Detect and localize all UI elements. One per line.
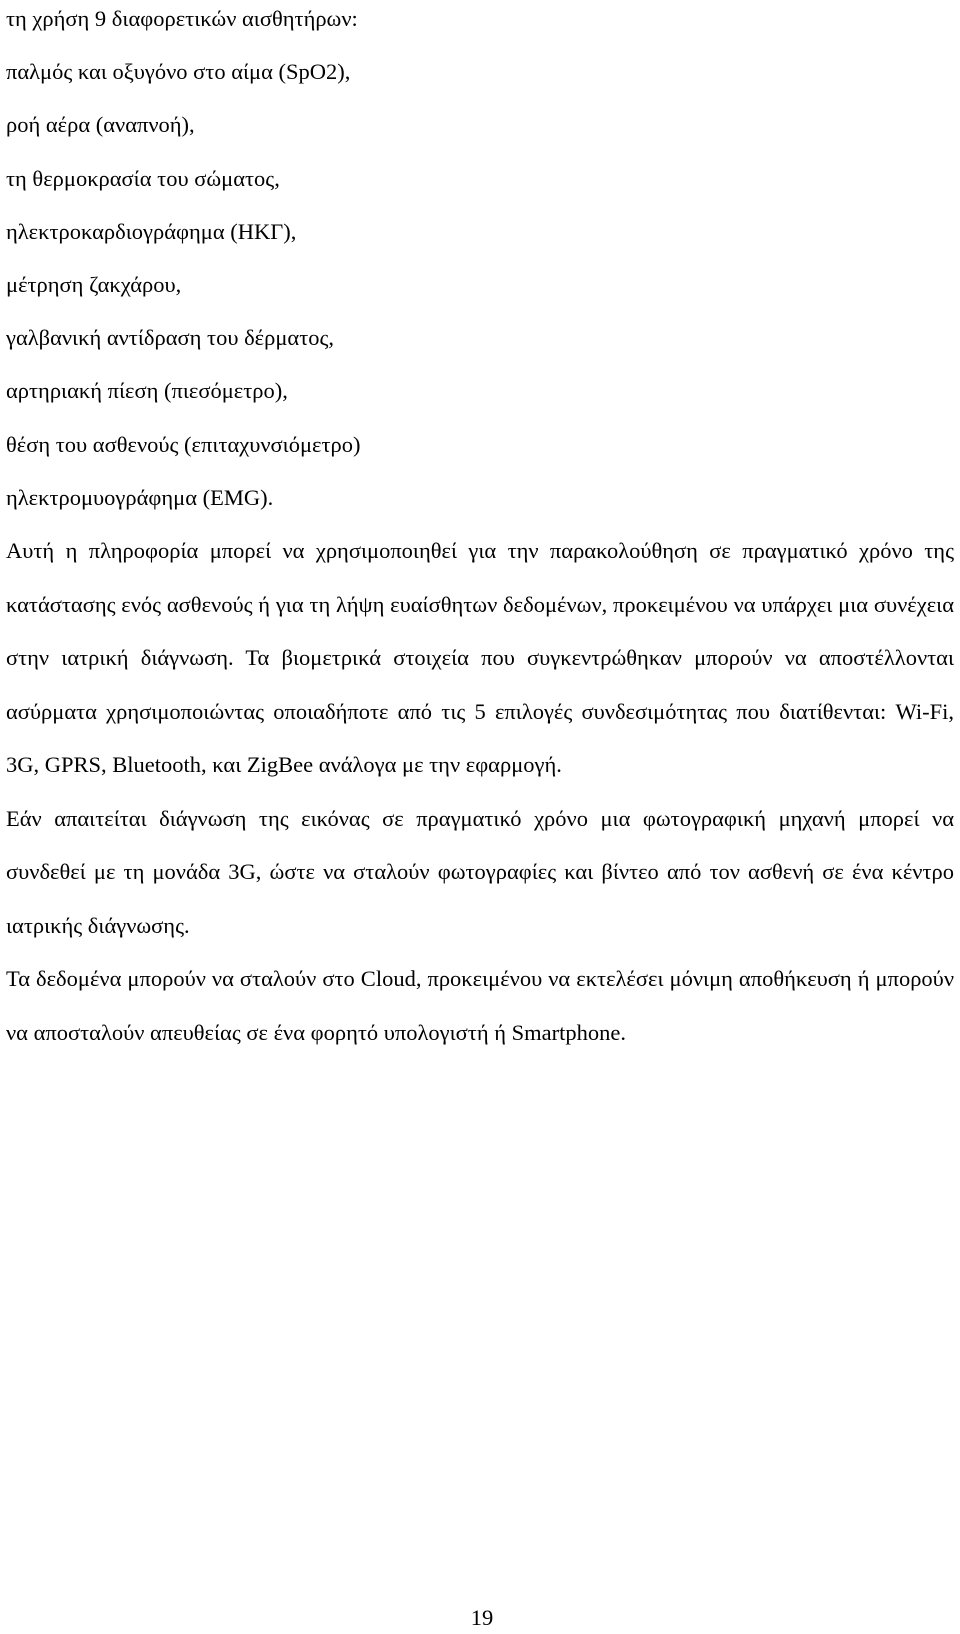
list-item: τη θερμοκρασία του σώματος, — [6, 165, 280, 191]
list-item: γαλβανική αντίδραση του δέρματος, — [6, 325, 335, 351]
document-page — [6, 0, 954, 1059]
list-item: μέτρηση ζακχάρου, — [6, 272, 182, 298]
list-item: αρτηριακή πίεση (πιεσόμετρο), — [6, 378, 288, 404]
paragraph-cloud-storage: Τα δεδομένα μπορούν να σταλούν στο Cloud, προκειμένου να εκτελέσει μόνιμη αποθήκευση ή μπορούν να αποσταλούν απευθείας σε ένα φορητό υπολογιστή ή Smartphone. — [6, 966, 954, 1045]
list-item: ροή αέρα (αναπνοή), — [6, 112, 195, 138]
list-item: παλμός και οξυγόνο στο αίμα (SpO2), — [6, 59, 351, 85]
paragraph-biometric-usage: Αυτή η πληροφορία μπορεί να χρησιμοποιηθεί για την παρακολούθηση σε πραγματικό χρόνο της κατάστασης ενός ασθενούς ή για τη λήψη ευαίσθητων δεδομένων, προκειμένου να υπάρχει μια συνέχεια στην ιατρική διάγνωση. Τα βιομετρικά στοιχεία που συγκεντρώθηκαν μπορούν να αποστέλλονται ασύρματα χρησιμοποιώντας οποιαδήποτε από τις 5 επιλογές συνδεσιμότητας που διατίθενται: Wi-Fi, 3G, GPRS, Bluetooth, και ZigBee ανάλογα με την εφαρμογή. — [6, 538, 954, 778]
list-item: τη χρήση 9 διαφορετικών αισθητήρων: — [6, 6, 358, 31]
sensor-list — [6, 0, 954, 524]
page-number: 19 — [470, 1605, 494, 1630]
list-item: θέση του ασθενούς (επιταχυνσιόμετρο) — [6, 431, 361, 457]
list-item: ηλεκτροκαρδιογράφημα (ΗΚΓ), — [6, 218, 297, 244]
paragraph-camera-diagnosis: Εάν απαιτείται διάγνωση της εικόνας σε πραγματικό χρόνο μια φωτογραφική μηχανή μπορεί να συνδεθεί με τη μονάδα 3G, ώστε να σταλούν φωτογραφίες και βίντεο από τον ασθενή σε ένα κέντρο ιατρικής διάγνωσης. — [6, 805, 954, 938]
list-item: ηλεκτρομυογράφημα (EMG). — [6, 484, 274, 510]
